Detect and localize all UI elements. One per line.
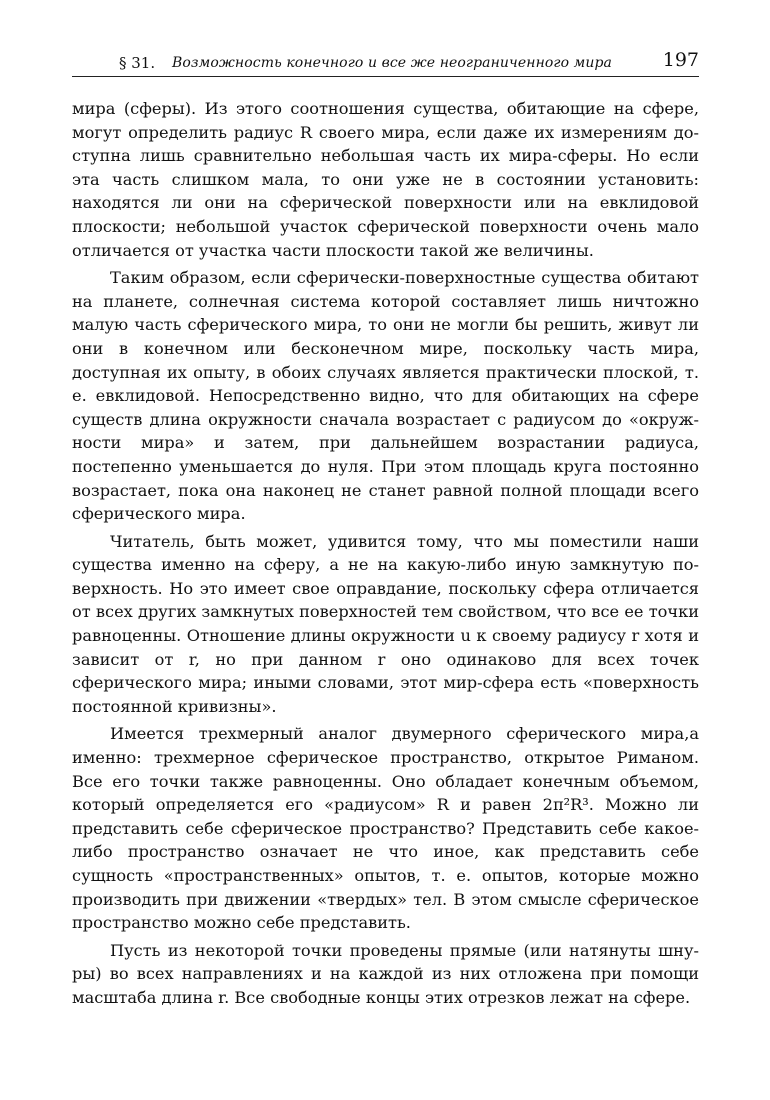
book-page — [72, 49, 699, 1010]
paragraph: Имеется трехмерный аналог двумерного сферического мира,а именно: трехмерное сферическое пространство, открытое Риманом. Все его точки также равноценны. Оно обладает конечным объемом, который определяется его «радиусом» R и равен 2π²R³. Можно ли представить себе сферическое пространство? Представить себе какое-либо пространство означает не что иное, как представить себе сущность «пространственных» опытов, т. е. опытов, которые можно производить при движении «твердых» тел. В этом смысле сферическое пространство можно себе представить. — [72, 724, 699, 933]
section-number: § 31. — [119, 54, 156, 72]
paragraph: Пусть из некоторой точки проведены прямые (или натянуты шнуры) во всех направлениях и на каждой из них отложена при помощи масштаба длина r. Все свободные концы этих отрезков лежат на сфере. — [72, 940, 699, 1007]
paragraph: Читатель, быть может, удивится тому, что мы поместили наши существа именно на сферу, а не на какую-либо иную замкнутую поверхность. Но это имеет свое оправдание, поскольку сфера отличается от всех других замкнутых поверхностей тем свойством, что все ее точки равноценны. Отношение длины окружности u к своему радиусу r хотя и зависит от r, но при данном r оно одинаково для всех точек сферического мира; иными словами, этот мир-сфера есть «поверхность постоянной кривизны». — [72, 531, 699, 716]
paragraph: мира (сферы). Из этого соотношения существа, обитающие на сфере, могут определить радиус R своего мира, если даже их измерениям доступна лишь сравнительно небольшая часть их мира-сферы. Но если эта часть слишком мала, то они уже не в состоянии установить: находятся ли они на сферической поверхности или на евклидовой плоскости; небольшой участок сферической поверхности очень мало отличается от участка части плоскости такой же величины. — [72, 99, 699, 260]
page-number: 197 — [662, 49, 699, 71]
section-title: Возможность конечного и все же неограниченного мира — [172, 55, 613, 71]
body-text — [72, 97, 699, 1010]
running-header — [72, 49, 699, 77]
paragraph: Таким образом, если сферически-поверхностные существа обитают на планете, солнечная система которой составляет лишь ничтожно малую часть сферического мира, то они не могли бы решить, живут ли они в конечном или бесконечном мире, поскольку часть мира, доступная их опыту, в обоих случаях является практически плоской, т. е. евклидовой. Непосредственно видно, что для обитающих на сфере существ длина окружности сначала возрастает с радиусом до «окружности мира» и затем, при дальнейшем возрастании радиуса, постепенно уменьшается до нуля. При этом площадь круга постоянно возрастает, пока она наконец не станет равной полной площади всего сферического мира. — [72, 268, 699, 524]
